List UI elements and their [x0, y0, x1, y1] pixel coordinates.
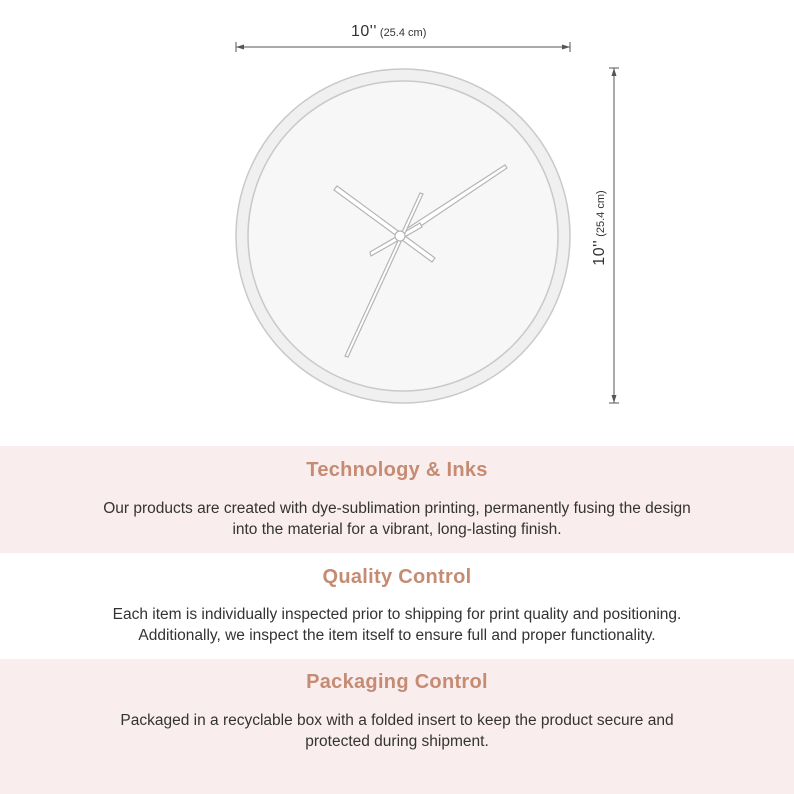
height-label	[591, 190, 609, 265]
height-cm: (25.4 cm)	[595, 190, 607, 237]
quality-line-2: Additionally, we inspect the item itself to ensure full and proper functionality.	[138, 627, 656, 644]
height-inches: 10''	[591, 239, 608, 266]
technology-text	[0, 498, 794, 540]
technology-line-1: Our products are created with dye-sublimation printing, permanently fusing the design	[103, 500, 691, 517]
packaging-text	[0, 710, 794, 752]
quality-section	[0, 553, 794, 659]
width-cm: (25.4 cm)	[379, 27, 427, 39]
packaging-section	[0, 659, 794, 794]
width-label	[351, 23, 426, 41]
quality-title: Quality Control	[322, 566, 472, 588]
packaging-line-2: protected during shipment.	[305, 733, 489, 750]
center-cap	[395, 231, 405, 241]
packaging-line-1: Packaged in a recyclable box with a folded insert to keep the product secure and	[120, 712, 674, 729]
packaging-title: Packaging Control	[306, 671, 488, 693]
technology-section	[0, 446, 794, 553]
technology-title: Technology & Inks	[306, 459, 488, 481]
technology-line-2: into the material for a vibrant, long-lasting finish.	[232, 521, 562, 538]
quality-line-1: Each item is individually inspected prior to shipping for print quality and positioning.	[112, 606, 682, 623]
height-dimension-line	[609, 68, 619, 403]
quality-text	[0, 604, 794, 646]
width-inches: 10''	[351, 23, 377, 40]
width-dimension-line	[236, 42, 570, 52]
